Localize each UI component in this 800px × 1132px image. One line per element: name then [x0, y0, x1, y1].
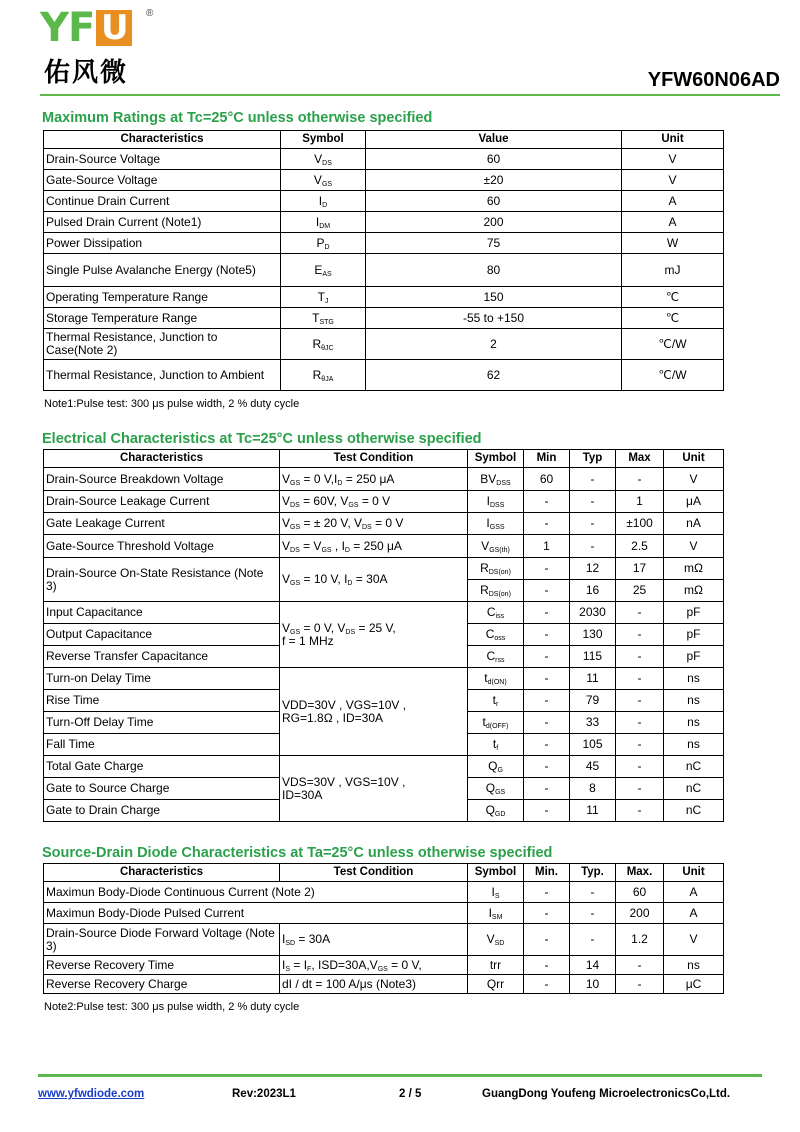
- characteristic-cell: Power Dissipation: [44, 233, 281, 254]
- part-number: YFW60N06AD: [647, 69, 780, 91]
- electrical-title: Electrical Characteristics at Tc=25°C unless otherwise specified: [42, 431, 482, 447]
- typ-cell: 11: [570, 668, 616, 690]
- symbol-cell: trr: [468, 956, 524, 975]
- min-cell: -: [524, 778, 570, 800]
- value-cell: 75: [366, 233, 622, 254]
- table-row: [44, 668, 724, 690]
- electrical-header-4: Typ: [570, 450, 616, 468]
- max-cell: -: [616, 712, 664, 734]
- characteristic-cell: Pulsed Drain Current (Note1): [44, 212, 281, 233]
- min-cell: -: [524, 558, 570, 580]
- table-row: [44, 329, 724, 360]
- min-cell: -: [524, 580, 570, 602]
- table-row: [44, 170, 724, 191]
- max-ratings-table: [43, 130, 724, 391]
- characteristic-cell: Gate to Drain Charge: [44, 800, 280, 822]
- symbol-cell: $V_{SD}$: [468, 924, 524, 956]
- test-condition-cell: VDD=30V , VGS=10V , RG=1.8Ω , ID=30A: [280, 668, 468, 756]
- symbol-cell: $I_S$: [468, 882, 524, 903]
- symbol-cell: $T_{STG}$: [281, 308, 366, 329]
- symbol-cell: $C_{iss}$: [468, 602, 524, 624]
- characteristic-cell: Drain-Source On-State Resistance (Note 3): [44, 558, 280, 602]
- min-cell: -: [524, 800, 570, 822]
- symbol-cell: $V_{GS(th)}$: [468, 535, 524, 558]
- characteristic-cell: Operating Temperature Range: [44, 287, 281, 308]
- unit-cell: V: [622, 149, 724, 170]
- characteristic-cell: Thermal Resistance, Junction to Ambient: [44, 360, 281, 391]
- symbol-cell: $t_f$: [468, 734, 524, 756]
- characteristic-cell: Input Capacitance: [44, 602, 280, 624]
- typ-cell: -: [570, 513, 616, 535]
- max-cell: -: [616, 690, 664, 712]
- symbol-cell: $I_D$: [281, 191, 366, 212]
- max-ratings-header-3: Unit: [622, 131, 724, 149]
- typ-cell: -: [570, 468, 616, 491]
- company-name: GuangDong Youfeng MicroelectronicsCo,Ltd.: [482, 1088, 731, 1100]
- diode-header-3: Min.: [524, 864, 570, 882]
- characteristic-cell: Maximun Body-Diode Pulsed Current: [44, 903, 468, 924]
- table-row: [44, 975, 724, 994]
- electrical-table: [43, 449, 724, 822]
- table-row: [44, 287, 724, 308]
- characteristic-cell: Drain-Source Voltage: [44, 149, 281, 170]
- table-row: [44, 149, 724, 170]
- table-row: [44, 513, 724, 535]
- typ-cell: 16: [570, 580, 616, 602]
- electrical-header-6: Unit: [664, 450, 724, 468]
- test-condition-cell: $V_{GS} = 10$ V, $I_D = 30A$: [280, 558, 468, 602]
- unit-cell: W: [622, 233, 724, 254]
- unit-cell: nC: [664, 800, 724, 822]
- test-condition-cell: $V_{GS} = 0$ $V,I_D = 250$ μA: [280, 468, 468, 491]
- symbol-cell: $E_{AS}$: [281, 254, 366, 287]
- max-cell: -: [616, 956, 664, 975]
- symbol-cell: $T_J$: [281, 287, 366, 308]
- value-cell: 2: [366, 329, 622, 360]
- typ-cell: 79: [570, 690, 616, 712]
- typ-cell: -: [570, 924, 616, 956]
- min-cell: 60: [524, 468, 570, 491]
- test-condition-cell: $V_{DS} = 60V$, $V_{GS} = 0$ V: [280, 491, 468, 513]
- unit-cell: pF: [664, 646, 724, 668]
- unit-cell: nC: [664, 778, 724, 800]
- table-row: [44, 558, 724, 580]
- symbol-cell: Qrr: [468, 975, 524, 994]
- unit-cell: ℃/W: [622, 329, 724, 360]
- symbol-cell: $I_{GSS}$: [468, 513, 524, 535]
- characteristic-cell: Fall Time: [44, 734, 280, 756]
- unit-cell: A: [664, 903, 724, 924]
- table-row: [44, 535, 724, 558]
- typ-cell: 33: [570, 712, 616, 734]
- max-cell: -: [616, 975, 664, 994]
- max-cell: 2.5: [616, 535, 664, 558]
- typ-cell: 11: [570, 800, 616, 822]
- logo-chinese-name: 佑风微: [44, 58, 129, 88]
- registered-mark: ®: [146, 8, 154, 19]
- typ-cell: -: [570, 535, 616, 558]
- max-cell: 25: [616, 580, 664, 602]
- diode-table: [43, 863, 724, 994]
- max-cell: -: [616, 468, 664, 491]
- symbol-cell: $I_{DM}$: [281, 212, 366, 233]
- unit-cell: A: [622, 191, 724, 212]
- unit-cell: V: [664, 535, 724, 558]
- page-header: [0, 0, 800, 96]
- symbol-cell: $R_{\theta JC}$: [281, 329, 366, 360]
- typ-cell: -: [570, 491, 616, 513]
- min-cell: -: [524, 882, 570, 903]
- table-row: [44, 212, 724, 233]
- note-2: Note2:Pulse test: 300 μs pulse width, 2 % duty cycle: [44, 1001, 300, 1013]
- min-cell: -: [524, 956, 570, 975]
- max-ratings-header-2: Value: [366, 131, 622, 149]
- characteristic-cell: Reverse Recovery Charge: [44, 975, 280, 994]
- diode-header-0: Characteristics: [44, 864, 280, 882]
- symbol-cell: $R_{DS(on)}$: [468, 558, 524, 580]
- min-cell: -: [524, 975, 570, 994]
- note-1: Note1:Pulse test: 300 μs pulse width, 2 % duty cycle: [44, 398, 300, 410]
- symbol-cell: $I_{DSS}$: [468, 491, 524, 513]
- characteristic-cell: Gate-Source Threshold Voltage: [44, 535, 280, 558]
- unit-cell: ℃/W: [622, 360, 724, 391]
- table-row: [44, 956, 724, 975]
- max-cell: -: [616, 646, 664, 668]
- value-cell: 60: [366, 149, 622, 170]
- characteristic-cell: Continue Drain Current: [44, 191, 281, 212]
- company-logo: [40, 6, 132, 50]
- unit-cell: mΩ: [664, 558, 724, 580]
- unit-cell: pF: [664, 624, 724, 646]
- unit-cell: nA: [664, 513, 724, 535]
- max-cell: 60: [616, 882, 664, 903]
- table-row: [44, 903, 724, 924]
- min-cell: -: [524, 903, 570, 924]
- typ-cell: 12: [570, 558, 616, 580]
- unit-cell: ns: [664, 734, 724, 756]
- symbol-cell: $Q_{GS}$: [468, 778, 524, 800]
- value-cell: 62: [366, 360, 622, 391]
- logo-letters: YF: [40, 5, 95, 51]
- value-cell: 200: [366, 212, 622, 233]
- footer-divider: [38, 1074, 762, 1077]
- unit-cell: pF: [664, 602, 724, 624]
- unit-cell: ns: [664, 956, 724, 975]
- characteristic-cell: Gate-Source Voltage: [44, 170, 281, 191]
- symbol-cell: $I_{SM}$: [468, 903, 524, 924]
- diode-header-2: Symbol: [468, 864, 524, 882]
- table-row: [44, 468, 724, 491]
- header-divider: [40, 94, 780, 96]
- table-row: [44, 924, 724, 956]
- table-row: [44, 602, 724, 624]
- revision: Rev:2023L1: [232, 1088, 296, 1100]
- symbol-cell: $BV_{DSS}$: [468, 468, 524, 491]
- unit-cell: mΩ: [664, 580, 724, 602]
- max-ratings-header-1: Symbol: [281, 131, 366, 149]
- table-row: [44, 360, 724, 391]
- max-cell: -: [616, 756, 664, 778]
- test-condition-cell: $V_{DS} = V_{GS}$ , $I_D = 250$ μA: [280, 535, 468, 558]
- diode-header-1: Test Condition: [280, 864, 468, 882]
- table-row: [44, 308, 724, 329]
- min-cell: -: [524, 712, 570, 734]
- typ-cell: 105: [570, 734, 616, 756]
- typ-cell: 14: [570, 956, 616, 975]
- characteristic-cell: Reverse Transfer Capacitance: [44, 646, 280, 668]
- max-cell: 17: [616, 558, 664, 580]
- min-cell: -: [524, 756, 570, 778]
- test-condition-cell: $I_S = I_F$, $ISD=30A,V_{GS} = 0$ V,: [280, 956, 468, 975]
- max-cell: ±100: [616, 513, 664, 535]
- unit-cell: nC: [664, 756, 724, 778]
- min-cell: -: [524, 646, 570, 668]
- max-cell: 1: [616, 491, 664, 513]
- table-row: [44, 191, 724, 212]
- electrical-header-5: Max: [616, 450, 664, 468]
- min-cell: -: [524, 602, 570, 624]
- page-number: 2 / 5: [399, 1088, 422, 1100]
- typ-cell: 115: [570, 646, 616, 668]
- typ-cell: 8: [570, 778, 616, 800]
- diode-header-4: Typ.: [570, 864, 616, 882]
- diode-header-5: Max.: [616, 864, 664, 882]
- characteristic-cell: Maximun Body-Diode Continuous Current (Note 2): [44, 882, 468, 903]
- symbol-cell: $t_r$: [468, 690, 524, 712]
- test-condition-cell: $V_{GS}$ = ± 20 V, $V_{DS} = 0$ V: [280, 513, 468, 535]
- value-cell: 60: [366, 191, 622, 212]
- max-cell: -: [616, 624, 664, 646]
- test-condition-cell: $I_{SD} = 30A$: [280, 924, 468, 956]
- typ-cell: 10: [570, 975, 616, 994]
- test-condition-cell: $V_{GS} = 0$ V, $V_{DS} = 25$ V, f = 1 MHz: [280, 602, 468, 668]
- unit-cell: μC: [664, 975, 724, 994]
- symbol-cell: $R_{DS(on)}$: [468, 580, 524, 602]
- symbol-cell: $V_{GS}$: [281, 170, 366, 191]
- value-cell: ±20: [366, 170, 622, 191]
- min-cell: 1: [524, 535, 570, 558]
- characteristic-cell: Total Gate Charge: [44, 756, 280, 778]
- characteristic-cell: Output Capacitance: [44, 624, 280, 646]
- typ-cell: 2030: [570, 602, 616, 624]
- symbol-cell: $C_{oss}$: [468, 624, 524, 646]
- max-cell: 1.2: [616, 924, 664, 956]
- electrical-header-3: Min: [524, 450, 570, 468]
- symbol-cell: $R_{\theta JA}$: [281, 360, 366, 391]
- characteristic-cell: Turn-on Delay Time: [44, 668, 280, 690]
- electrical-header-1: Test Condition: [280, 450, 468, 468]
- test-condition-cell: dI / dt = 100 A/μs (Note3): [280, 975, 468, 994]
- min-cell: -: [524, 513, 570, 535]
- unit-cell: V: [664, 468, 724, 491]
- symbol-cell: $V_{DS}$: [281, 149, 366, 170]
- symbol-cell: $C_{rss}$: [468, 646, 524, 668]
- max-ratings-header-0: Characteristics: [44, 131, 281, 149]
- min-cell: -: [524, 690, 570, 712]
- characteristic-cell: Reverse Recovery Time: [44, 956, 280, 975]
- min-cell: -: [524, 668, 570, 690]
- characteristic-cell: Storage Temperature Range: [44, 308, 281, 329]
- max-cell: -: [616, 734, 664, 756]
- unit-cell: ns: [664, 668, 724, 690]
- unit-cell: ℃: [622, 308, 724, 329]
- value-cell: -55 to +150: [366, 308, 622, 329]
- characteristic-cell: Gate to Source Charge: [44, 778, 280, 800]
- max-ratings-title: Maximum Ratings at Tc=25°C unless otherwise specified: [42, 110, 433, 126]
- table-row: [44, 254, 724, 287]
- logo-box-letter: U: [96, 10, 132, 46]
- min-cell: -: [524, 924, 570, 956]
- unit-cell: A: [622, 212, 724, 233]
- symbol-cell: $t_{d(ON)}$: [468, 668, 524, 690]
- unit-cell: ℃: [622, 287, 724, 308]
- unit-cell: mJ: [622, 254, 724, 287]
- diode-title: Source-Drain Diode Characteristics at Ta=25°C unless otherwise specified: [42, 845, 553, 861]
- unit-cell: μA: [664, 491, 724, 513]
- max-cell: 200: [616, 903, 664, 924]
- typ-cell: 45: [570, 756, 616, 778]
- symbol-cell: $P_D$: [281, 233, 366, 254]
- unit-cell: ns: [664, 712, 724, 734]
- characteristic-cell: Gate Leakage Current: [44, 513, 280, 535]
- characteristic-cell: Turn-Off Delay Time: [44, 712, 280, 734]
- table-row: [44, 756, 724, 778]
- characteristic-cell: Drain-Source Breakdown Voltage: [44, 468, 280, 491]
- table-row: [44, 882, 724, 903]
- unit-cell: V: [664, 924, 724, 956]
- min-cell: -: [524, 624, 570, 646]
- symbol-cell: $t_{d(OFF)}$: [468, 712, 524, 734]
- unit-cell: A: [664, 882, 724, 903]
- min-cell: -: [524, 491, 570, 513]
- max-cell: -: [616, 778, 664, 800]
- min-cell: -: [524, 734, 570, 756]
- diode-header-6: Unit: [664, 864, 724, 882]
- unit-cell: V: [622, 170, 724, 191]
- value-cell: 80: [366, 254, 622, 287]
- characteristic-cell: Drain-Source Leakage Current: [44, 491, 280, 513]
- table-row: [44, 491, 724, 513]
- website-link[interactable]: www.yfwdiode.com: [38, 1088, 145, 1100]
- typ-cell: -: [570, 882, 616, 903]
- electrical-header-0: Characteristics: [44, 450, 280, 468]
- max-cell: -: [616, 602, 664, 624]
- symbol-cell: $Q_G$: [468, 756, 524, 778]
- electrical-header-2: Symbol: [468, 450, 524, 468]
- typ-cell: -: [570, 903, 616, 924]
- unit-cell: ns: [664, 690, 724, 712]
- characteristic-cell: Single Pulse Avalanche Energy (Note5): [44, 254, 281, 287]
- characteristic-cell: Thermal Resistance, Junction to Case(Note 2): [44, 329, 281, 360]
- table-row: [44, 233, 724, 254]
- symbol-cell: $Q_{GD}$: [468, 800, 524, 822]
- typ-cell: 130: [570, 624, 616, 646]
- characteristic-cell: Rise Time: [44, 690, 280, 712]
- test-condition-cell: VDS=30V , VGS=10V , ID=30A: [280, 756, 468, 822]
- max-cell: -: [616, 800, 664, 822]
- characteristic-cell: Drain-Source Diode Forward Voltage (Note 3): [44, 924, 280, 956]
- value-cell: 150: [366, 287, 622, 308]
- max-cell: -: [616, 668, 664, 690]
